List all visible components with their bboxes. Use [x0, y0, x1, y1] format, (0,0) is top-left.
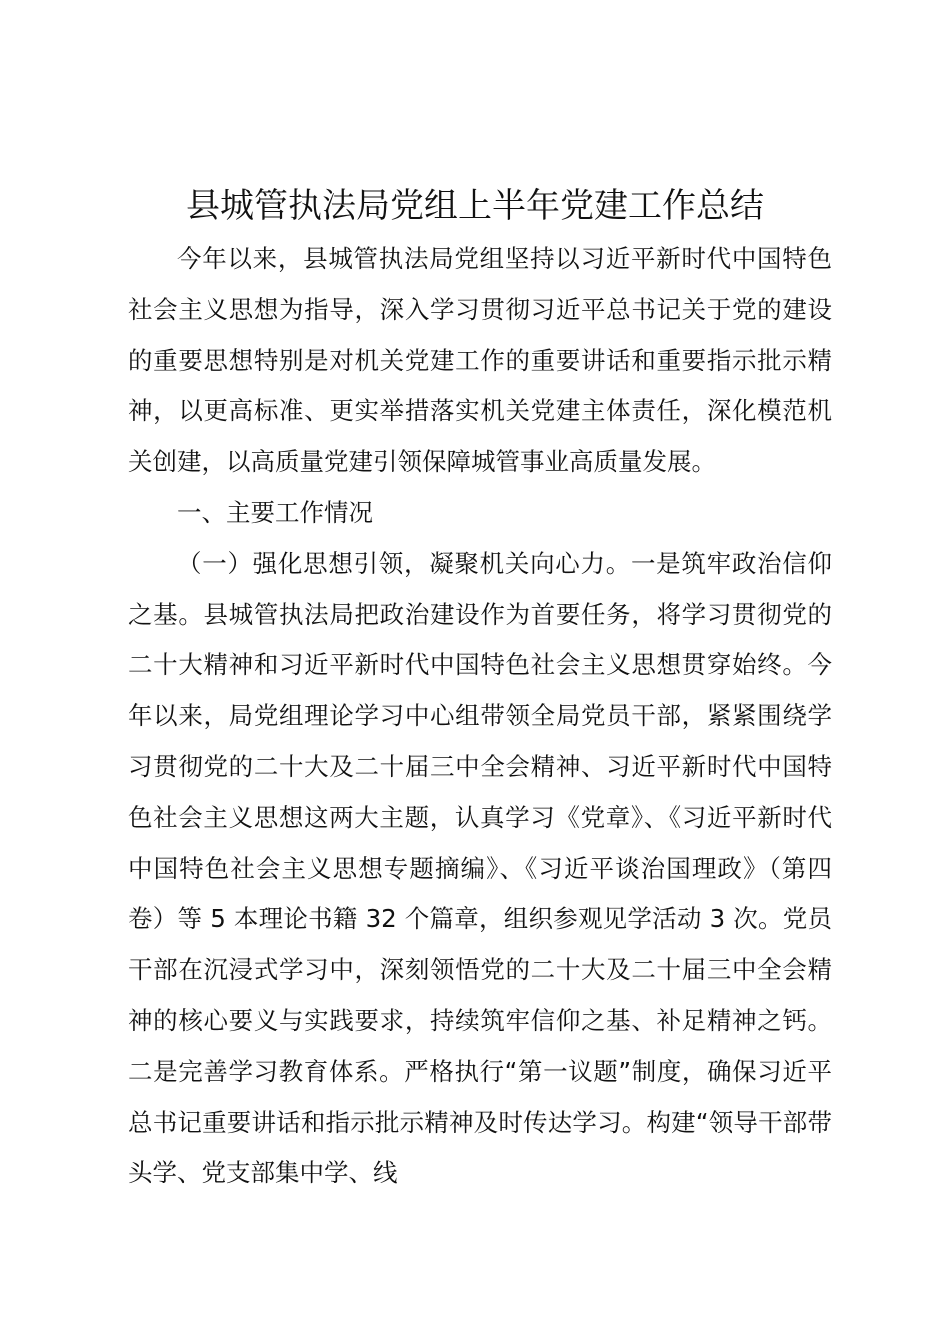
intro-paragraph: 今年以来，县城管执法局党组坚持以习近平新时代中国特色社会主义思想为指导，深入学习贯彻习近平总书记关于党的建设的重要思想特别是对机关党建工作的重要讲话和重要指示批示精神，以更高标准、更实举措落实机关党建主体责任，深化模范机关创建，以高质量党建引领保障城管事业高质量发展。 — [128, 244, 832, 477]
document-body — [128, 234, 832, 1199]
section-paragraph: （一）强化思想引领，凝聚机关向心力。一是筑牢政治信仰之基。县城管执法局把政治建设作为首要任务，将学习贯彻党的二十大精神和习近平新时代中国特色社会主义思想贯穿始终。今年以来，局党组理论学习中心组带领全局党员干部，紧紧围绕学习贯彻党的二十大及二十届三中全会精神、习近平新时代中国特色社会主义思想这两大主题，认真学习《党章》、《习近平新时代中国特色社会主义思想专题摘编》、《习近平谈治国理政》（第四卷）等 5 本理论书籍 32 个篇章，组织参观见学活动 3 次。党员干部在沉浸式学习中，深刻领悟党的二十大及二十届三中全会精神的核心要义与实践要求，持续筑牢信仰之基、补足精神之钙。二是完善学习教育体系。严格执行“第一议题”制度，确保习近平总书记重要讲话和指示批示精神及时传达学习。构建“领导干部带头学、党支部集中学、线 — [128, 548, 832, 1188]
document-title: 县城管执法局党组上半年党建工作总结 — [186, 186, 764, 226]
section-heading: 一、主要工作情况 — [177, 497, 373, 527]
